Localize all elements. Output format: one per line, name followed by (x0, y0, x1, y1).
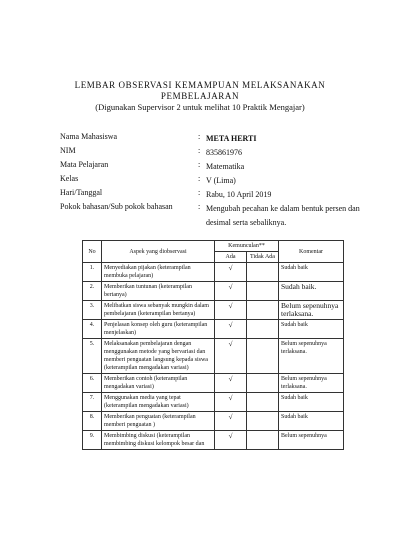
row-comment: Sudah baik (279, 320, 344, 339)
row-comment: Sudah baik (279, 263, 344, 282)
row-number: 6. (83, 374, 102, 393)
row-comment: Belum sepenuhnya terlaksana. (279, 339, 344, 374)
empty-cell (247, 431, 279, 450)
empty-cell (247, 301, 279, 320)
header-no: No (83, 241, 102, 263)
row-aspect: Memberikan contoh (keterampilan mengadakan variasi) (102, 374, 215, 393)
info-row-class (60, 174, 360, 188)
info-separator: : (198, 160, 201, 169)
empty-cell (247, 339, 279, 374)
empty-cell (247, 374, 279, 393)
info-label: Mata Pelajaran (60, 160, 109, 169)
info-value: Rabu, 10 April 2019 (206, 190, 272, 199)
info-row-date (60, 188, 360, 202)
row-number: 9. (83, 431, 102, 450)
row-aspect: Penjelasan konsep oleh guru (keterampilan menjelaskan) (102, 320, 215, 339)
info-separator: : (198, 146, 201, 155)
empty-cell (247, 412, 279, 431)
table-row (83, 339, 344, 374)
check-mark: √ (215, 412, 247, 431)
table-row (83, 282, 344, 301)
table-row (83, 301, 344, 320)
header-ada: Ada (215, 252, 247, 263)
info-separator: : (198, 202, 201, 211)
info-separator: : (198, 188, 201, 197)
row-number: 8. (83, 412, 102, 431)
info-value: Mengubah pecahan ke dalam bentuk persen dan desimal serta sebaliknya. (206, 204, 360, 227)
document-title-line2: PEMBELAJARAN (160, 91, 240, 101)
info-label: Hari/Tanggal (60, 188, 103, 197)
info-row-name (60, 132, 360, 146)
row-number: 2. (83, 282, 102, 301)
row-number: 7. (83, 393, 102, 412)
info-separator: : (198, 174, 201, 183)
check-mark: √ (215, 282, 247, 301)
info-label: Kelas (60, 174, 79, 183)
info-label: Nama Mahasiswa (60, 132, 118, 141)
header-aspect: Aspek yang diobservasi (102, 241, 215, 263)
info-row-nim (60, 146, 360, 160)
info-value: META HERTI (206, 134, 257, 143)
table-row (83, 263, 344, 282)
row-comment: Sudah baik. (279, 282, 344, 301)
header-occurrence: Kemunculan** (215, 241, 279, 252)
check-mark: √ (215, 339, 247, 374)
row-comment: Sudah baik (279, 393, 344, 412)
row-aspect: Membimbing diskusi (keterampilan membimbing diskusi kelompok besar dan (102, 431, 215, 450)
info-label: NIM (60, 146, 76, 155)
table-row (83, 393, 344, 412)
info-value: V (Lima) (206, 176, 236, 185)
header-comment: Komentar (279, 241, 344, 263)
check-mark: √ (215, 320, 247, 339)
row-aspect: Menggunakan media yang tepat (keterampilan mengadakan variasi) (102, 393, 215, 412)
empty-cell (247, 393, 279, 412)
check-mark: √ (215, 393, 247, 412)
row-aspect: Memberikan tuntunan (keterampilan bertanya) (102, 282, 215, 301)
empty-cell (247, 263, 279, 282)
check-mark: √ (215, 263, 247, 282)
row-number: 4. (83, 320, 102, 339)
row-comment: Belum sepenuhnya terlaksana. (279, 374, 344, 393)
row-comment: Belum sepenuhnya terlaksana. (279, 301, 344, 320)
table-row (83, 431, 344, 450)
row-aspect: Melibatkan siswa sebanyak mungkin dalam pembelajaran (keterampilan bertanya) (102, 301, 215, 320)
info-row-subject (60, 160, 360, 174)
table-row (83, 412, 344, 431)
info-value: Matematika (206, 162, 245, 171)
observation-table (82, 240, 344, 450)
info-row-topic (60, 202, 360, 232)
info-label: Pokok bahasan/Sub pokok bahasan (60, 202, 173, 211)
row-number: 3. (83, 301, 102, 320)
row-aspect: Memberikan penguatan (keterampilan memberi penguatan ) (102, 412, 215, 431)
student-info (60, 132, 360, 232)
row-comment: Belum sepenuhnya (279, 431, 344, 450)
check-mark: √ (215, 301, 247, 320)
empty-cell (247, 282, 279, 301)
document-title-line1: LEMBAR OBSERVASI KEMAMPUAN MELAKSANAKAN (74, 80, 326, 90)
row-number: 5. (83, 339, 102, 374)
row-number: 1. (83, 263, 102, 282)
empty-cell (247, 320, 279, 339)
info-separator: : (198, 132, 201, 141)
check-mark: √ (215, 431, 247, 450)
table-row (83, 320, 344, 339)
row-aspect: Menyediakan pijakan (keterampilan membuka pelajaran) (102, 263, 215, 282)
check-mark: √ (215, 374, 247, 393)
table-row (83, 374, 344, 393)
info-value: 835861976 (206, 148, 242, 157)
row-comment: Sudah baik (279, 412, 344, 431)
row-aspect: Melaksanakan pembelajaran dengan menggunakan metode yang bervariasi dan memberi penguatan langsung kepada siswa (keterampilan mengadakan variasi) (102, 339, 215, 374)
header-tidak-ada: Tidak Ada (247, 252, 279, 263)
document-subtitle: (Digunakan Supervisor 2 untuk melihat 10 Praktik Mengajar) (95, 102, 305, 112)
